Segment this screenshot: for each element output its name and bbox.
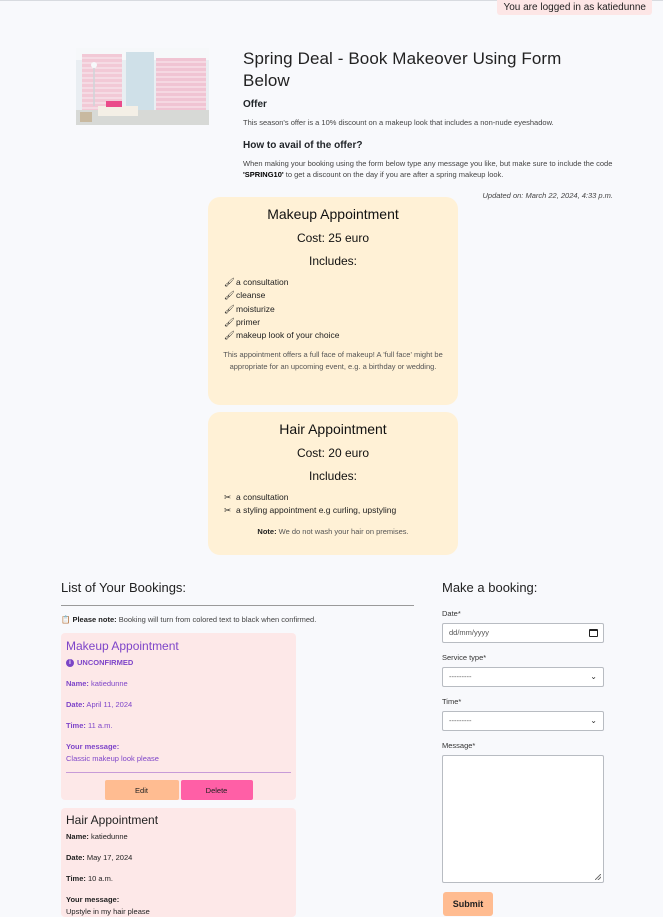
list-item-label: a styling appointment e.g curling, upstyling <box>236 505 397 516</box>
list-item <box>224 303 458 316</box>
brush-icon: 🖌 <box>224 330 235 341</box>
discount-code: 'SPRING10' <box>243 170 284 179</box>
brush-icon: 🖌 <box>224 290 235 301</box>
date-placeholder: dd/mm/yyyy <box>449 628 490 637</box>
booking-date <box>66 700 291 709</box>
calendar-icon[interactable] <box>589 629 598 637</box>
service-description: This appointment offers a full face of makeup! A 'full face' might be appropriate for an upcoming event, e.g. a birthday or wedding. <box>223 350 443 372</box>
service-cost: Cost: 25 euro <box>296 231 370 245</box>
note-text: We do not wash your hair on premises. <box>276 526 409 536</box>
list-item-label: a consultation <box>236 277 289 287</box>
message-textarea[interactable] <box>442 755 604 883</box>
note-text: Booking will turn from colored text to black when confirmed. <box>116 615 317 624</box>
note-label: Please note: <box>72 615 117 624</box>
field-label: Name: <box>66 832 89 841</box>
edit-button[interactable]: Edit <box>105 780 179 800</box>
service-note <box>208 527 458 536</box>
scissors-icon: ✂ <box>224 505 232 516</box>
service-title: Hair Appointment <box>279 421 387 437</box>
offer-title: Spring Deal - Book Makeover Using Form Below <box>243 49 562 90</box>
offer-text: This season's offer is a 10% discount on a makeup look that includes a non-nude eyeshadow. <box>243 118 554 127</box>
scissors-icon: ✂ <box>224 492 232 502</box>
booking-card-makeup <box>61 633 296 800</box>
field-value: katiedunne <box>88 832 128 841</box>
salon-image <box>76 48 209 125</box>
avail-heading: How to avail of the offer? <box>243 140 363 151</box>
message-label: Message* <box>442 741 476 750</box>
includes-list <box>224 491 458 518</box>
field-label: Date: <box>66 853 85 862</box>
resize-handle[interactable] <box>595 874 601 880</box>
hair-service-card <box>208 412 458 555</box>
status-badge <box>66 658 291 667</box>
updated-timestamp: Updated on: March 22, 2024, 4:33 p.m. <box>482 191 613 200</box>
list-item <box>224 329 458 342</box>
please-note <box>61 615 316 624</box>
field-label: Name: <box>66 679 89 688</box>
list-item-label: moisturize <box>236 303 275 314</box>
service-type-value: --------- <box>449 672 472 681</box>
booking-time <box>66 721 291 730</box>
field-label: Your message: <box>66 742 120 751</box>
field-label: Date: <box>66 700 85 709</box>
time-label: Time* <box>442 697 462 706</box>
booking-actions <box>66 780 291 800</box>
field-value: 10 a.m. <box>85 874 113 883</box>
list-item <box>224 316 458 329</box>
list-item-label: a consultation <box>236 492 289 502</box>
chevron-down-icon: ⌄ <box>590 716 597 725</box>
booking-message-label <box>66 895 291 904</box>
bookings-title: List of Your Bookings: <box>61 580 187 595</box>
list-item-label: primer <box>236 316 261 327</box>
date-label: Date* <box>442 609 461 618</box>
field-value: katiedunne <box>88 679 128 688</box>
booking-service: Hair Appointment <box>66 813 159 827</box>
status-label: UNCONFIRMED <box>77 658 134 667</box>
includes-list <box>224 276 458 342</box>
field-label: Your message: <box>66 895 120 904</box>
includes-label: Includes: <box>308 254 358 268</box>
login-status-badge: You are logged in as katiedunne <box>497 0 652 15</box>
form-title: Make a booking: <box>442 580 538 595</box>
chevron-down-icon: ⌄ <box>590 672 597 681</box>
submit-button[interactable]: Submit <box>443 892 493 916</box>
delete-button[interactable]: Delete <box>181 780 253 800</box>
booking-message: Upstyle in my hair please <box>66 907 150 916</box>
booking-name <box>66 679 291 688</box>
service-type-label: Service type* <box>442 653 487 662</box>
divider <box>66 772 291 773</box>
field-value: April 11, 2024 <box>84 700 133 709</box>
booking-card-hair <box>61 808 296 917</box>
list-item-label: cleanse <box>236 290 266 301</box>
includes-label: Includes: <box>308 469 358 483</box>
brush-icon: 🖌 <box>224 316 235 327</box>
field-value: May 17, 2024 <box>84 853 133 862</box>
offer-heading: Offer <box>243 99 267 110</box>
booking-date <box>66 853 291 862</box>
note-label: Note: <box>257 526 277 536</box>
list-item <box>224 504 458 517</box>
field-value: 11 a.m. <box>85 721 113 730</box>
brush-icon: 🖌 <box>224 277 235 287</box>
service-title: Makeup Appointment <box>267 206 399 222</box>
list-item <box>224 276 458 289</box>
brush-icon: 🖌 <box>224 303 235 314</box>
list-item-label: makeup look of your choice <box>236 330 340 341</box>
field-label: Time: <box>66 721 86 730</box>
time-select[interactable] <box>442 711 604 731</box>
divider <box>61 605 414 606</box>
booking-message: Classic makeup look please <box>66 754 159 763</box>
booking-service: Makeup Appointment <box>66 639 179 653</box>
booking-message-label <box>66 742 291 751</box>
booking-name <box>66 832 291 841</box>
service-cost: Cost: 20 euro <box>296 446 370 460</box>
info-icon: i <box>66 659 74 667</box>
avail-text <box>243 158 613 180</box>
date-input[interactable] <box>442 623 604 643</box>
service-type-select[interactable] <box>442 667 604 687</box>
booking-time <box>66 874 291 883</box>
avail-text-before: When making your booking using the form below type any message you like, but make sure to include the code <box>243 159 613 168</box>
time-value: --------- <box>449 716 472 725</box>
field-label: Time: <box>66 874 86 883</box>
makeup-service-card <box>208 197 458 405</box>
list-item <box>224 289 458 302</box>
list-item <box>224 491 458 504</box>
offer-section <box>243 48 613 200</box>
clipboard-icon: 📋 <box>61 615 71 624</box>
avail-text-after: to get a discount on the day if you are after a spring makeup look. <box>283 170 504 179</box>
